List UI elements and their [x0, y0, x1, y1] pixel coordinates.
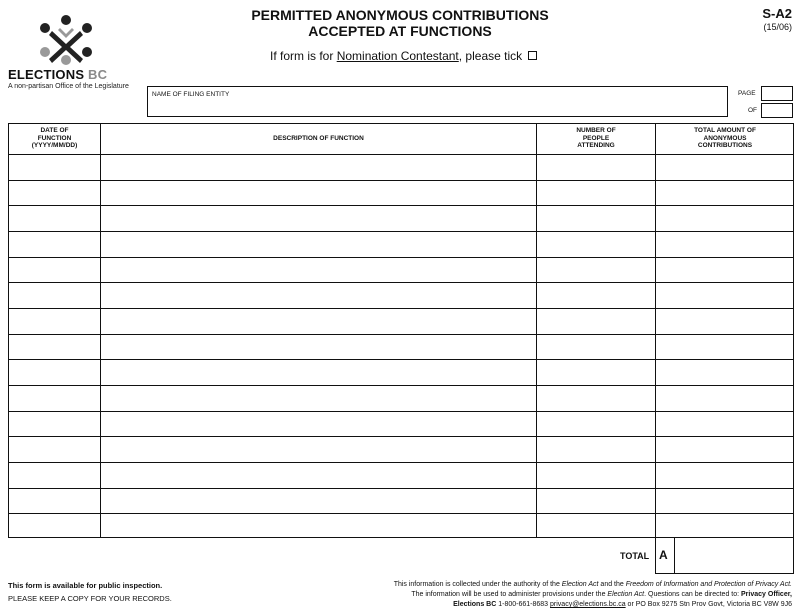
- privacy-1b: Election Act: [561, 581, 599, 588]
- logo-name-main: ELECTIONS: [8, 67, 85, 82]
- nomination-contestant-text: Nomination Contestant: [336, 49, 459, 63]
- privacy-1a: This information is collected under the authority of the: [393, 581, 562, 588]
- privacy-3a: Elections BC: [453, 601, 497, 608]
- logo-name-suffix: BC: [88, 67, 108, 82]
- form-version: (15/06): [763, 22, 792, 32]
- privacy-2d: Privacy Officer,: [741, 591, 792, 598]
- filing-entity-label: NAME OF FILING ENTITY: [152, 91, 230, 98]
- row-divider: [9, 205, 793, 206]
- column-divider: [100, 124, 101, 537]
- form-title: [210, 7, 590, 39]
- column-header-total-line3: CONTRIBUTIONS: [697, 142, 753, 149]
- row-divider: [9, 462, 793, 463]
- row-divider: [9, 385, 793, 386]
- row-divider: [9, 436, 793, 437]
- nomination-suffix: , please tick: [458, 49, 523, 63]
- column-header-people-line2: PEOPLE: [582, 134, 610, 142]
- nomination-tick-checkbox[interactable]: [528, 51, 537, 60]
- row-divider: [9, 359, 793, 360]
- column-header-date: [9, 127, 100, 150]
- column-header-total-line2: ANONYMOUS: [703, 134, 747, 142]
- filing-entity-field[interactable]: [147, 86, 728, 117]
- contributions-table: [8, 123, 794, 538]
- page-number-field[interactable]: [761, 86, 793, 101]
- row-divider: [9, 180, 793, 181]
- column-divider: [655, 124, 656, 537]
- row-divider: [9, 308, 793, 309]
- row-divider: [9, 334, 793, 335]
- logo-tagline: A non-partisan Office of the Legislature: [8, 83, 129, 90]
- privacy-2c: . Questions can be directed to:: [644, 591, 742, 598]
- total-divider: [674, 538, 675, 574]
- column-header-description: DESCRIPTION OF FUNCTION: [273, 135, 364, 142]
- privacy-email-link[interactable]: privacy@elections.bc.ca: [550, 601, 626, 608]
- row-divider: [9, 488, 793, 489]
- row-divider: [9, 231, 793, 232]
- privacy-1c: and the: [598, 581, 626, 588]
- privacy-notice: [322, 580, 792, 610]
- column-header-total-amount: [656, 127, 794, 150]
- privacy-3b: 1-800-661-8683: [496, 601, 551, 608]
- keep-copy-notice: PLEASE KEEP A COPY FOR YOUR RECORDS.: [8, 594, 172, 603]
- logo-wordmark: [8, 67, 107, 82]
- elections-bc-logo-icon: [36, 14, 96, 66]
- privacy-line1: [322, 580, 792, 590]
- total-amount-field[interactable]: [655, 538, 794, 574]
- total-letter: A: [659, 548, 668, 562]
- column-header-date-line2: FUNCTION: [37, 134, 72, 142]
- row-divider: [9, 154, 793, 155]
- nomination-contestant-line: [270, 49, 537, 63]
- column-header-total-line1: TOTAL AMOUNT OF: [694, 127, 756, 134]
- page-label: PAGE: [738, 90, 756, 97]
- row-divider: [9, 411, 793, 412]
- total-label: TOTAL: [620, 551, 650, 561]
- privacy-line3: [322, 600, 792, 610]
- nomination-prefix: If form is for: [270, 49, 337, 63]
- form-code: S-A2: [762, 6, 792, 21]
- column-header-people-line3: ATTENDING: [577, 142, 615, 149]
- column-header-date-line3: (YYYY/MM/DD): [31, 142, 78, 149]
- column-header-people-line1: NUMBER OF: [576, 127, 616, 134]
- row-divider: [9, 513, 793, 514]
- row-divider: [9, 257, 793, 258]
- public-inspection-notice: This form is available for public inspection.: [8, 581, 163, 590]
- column-header-date-line1: DATE OF: [40, 127, 69, 134]
- privacy-2a: The information will be used to administer provisions under the: [411, 591, 608, 598]
- column-header-people: [537, 127, 655, 150]
- privacy-1d: Freedom of Information and Protection of Privacy Act.: [625, 581, 792, 588]
- row-divider: [9, 282, 793, 283]
- form-title-line1: PERMITTED ANONYMOUS CONTRIBUTIONS: [251, 7, 549, 23]
- of-label: OF: [748, 107, 758, 114]
- privacy-3d: or PO Box 9275 Stn Prov Govt, Victoria BC V8W 9J6: [625, 601, 792, 608]
- privacy-line2: [322, 590, 792, 600]
- privacy-2b: Election Act: [607, 591, 645, 598]
- page-total-field[interactable]: [761, 103, 793, 118]
- column-divider: [536, 124, 537, 537]
- form-title-line2: ACCEPTED AT FUNCTIONS: [308, 23, 492, 39]
